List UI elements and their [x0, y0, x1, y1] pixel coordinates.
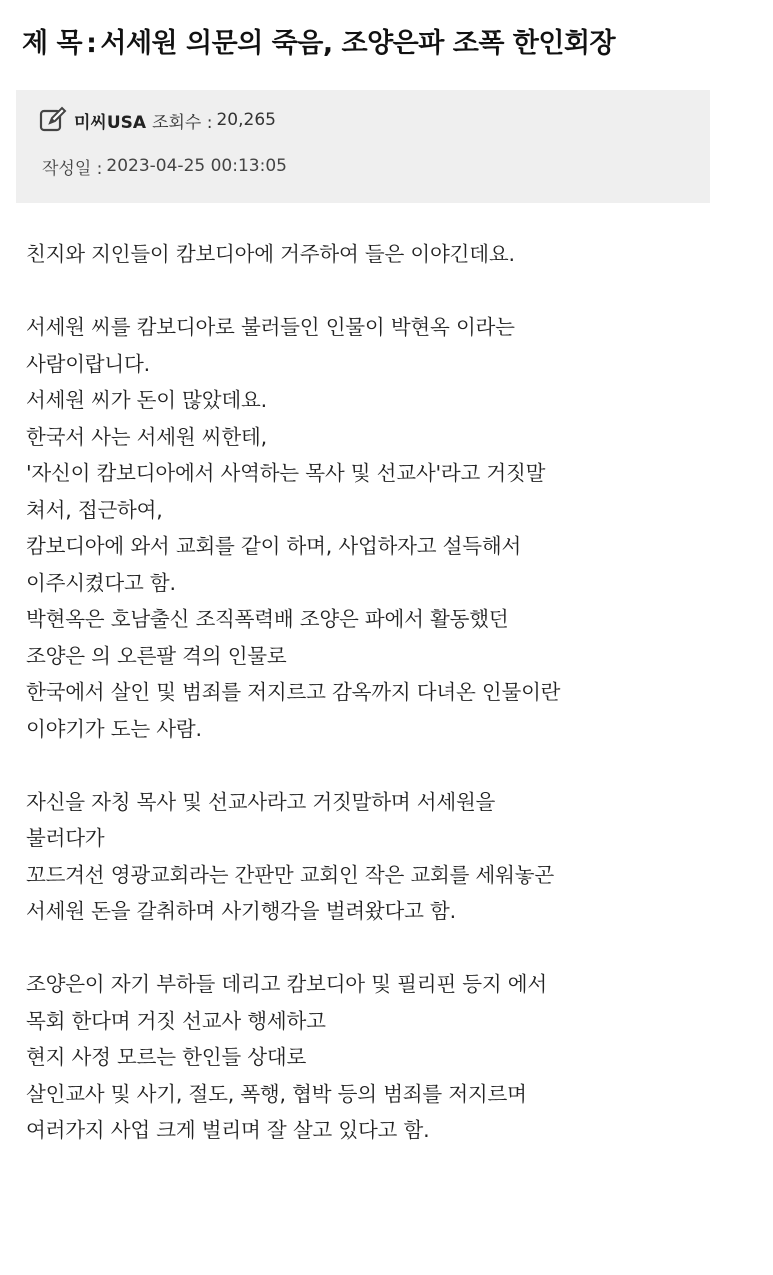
post-body-line: 자신을 자칭 목사 및 선교사라고 거짓말하며 서세원을 [26, 789, 496, 814]
post-body-line: 친지와 지인들이 캄보디아에 거주하여 들은 이야긴데요. [26, 242, 515, 266]
post-body-line: 한국서 사는 서세원 씨한테, [26, 424, 267, 449]
post-body-line: 사람이랍니다. [26, 351, 150, 376]
post-body-line: 서세원 씨를 캄보디아로 불러들인 인물이 박현옥 이라는 [26, 315, 515, 339]
post-date: 2023-04-25 00:13:05 [106, 156, 287, 176]
post-body-line: 조양은이 자기 부하들 데리고 캄보디아 및 필리핀 등지 에서 [26, 972, 548, 996]
post-body-line: 여러가지 사업 크게 벌리며 잘 살고 있다고 함. [26, 1118, 430, 1142]
post-title-colon: : [86, 28, 97, 59]
post-body-line: '자신이 캄보디아에서 사역하는 목사 및 선교사'라고 거짓말 [26, 461, 546, 485]
post-meta-box [16, 90, 710, 203]
post-body-line: 이주시켰다고 함. [26, 570, 176, 595]
post-body-blank-line [26, 747, 756, 784]
post-body-line: 현지 사정 모르는 한인들 상대로 [26, 1045, 307, 1069]
post-views-count: 20,265 [216, 110, 276, 130]
post-body-line: 살인교사 및 사기, 절도, 폭행, 협박 등의 범죄를 저지르며 [26, 1081, 527, 1106]
post-title-label: 제 목 [22, 28, 83, 59]
post-meta-row-date [42, 150, 287, 182]
post-body [26, 236, 756, 1149]
post-body-line: 박현옥은 호남출신 조직폭력배 조양은 파에서 활동했던 [26, 607, 509, 631]
post-body-line: 불러다가 [26, 826, 105, 850]
post-body-line: 꼬드겨선 영광교회라는 간판만 교회인 작은 교회를 세워놓곤 [26, 862, 554, 887]
post-body-line: 이야기가 도는 사람. [26, 716, 202, 741]
post-views-label: 조회수 : [152, 112, 213, 133]
post-body-blank-line [26, 930, 756, 967]
post-title [22, 22, 752, 66]
post-date-label: 작성일 : [42, 158, 103, 179]
edit-icon [38, 105, 68, 135]
post-body-line: 서세원 씨가 돈이 많았데요. [26, 388, 267, 412]
post-body-line: 서세원 돈을 갈취하며 사기행각을 벌려왔다고 함. [26, 899, 456, 923]
post-body-line: 조양은 의 오른팔 격의 인물로 [26, 643, 287, 668]
post-body-blank-line [26, 273, 756, 310]
post-title-text: 서세원 의문의 죽음, 조양은파 조폭 한인회장 [100, 28, 616, 59]
post-meta-row-author [38, 104, 276, 136]
post-body-line: 캄보디아에 와서 교회를 같이 하며, 사업하자고 설득해서 [26, 534, 522, 558]
post-body-line: 목회 한다며 거짓 선교사 행세하고 [26, 1008, 326, 1033]
post-body-line: 쳐서, 접근하여, [26, 497, 163, 522]
post-body-line: 한국에서 살인 및 범죄를 저지르고 감옥까지 다녀온 인물이란 [26, 680, 561, 704]
post-author[interactable]: 미씨USA [74, 112, 147, 133]
